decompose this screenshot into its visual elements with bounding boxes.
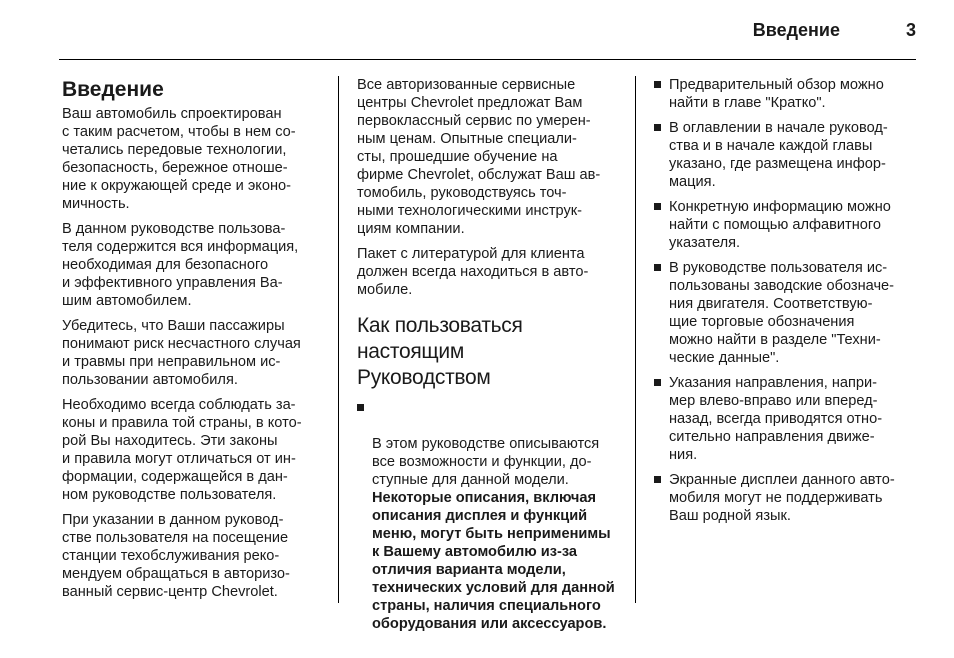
paragraph: Пакет с литературой для клиента должен всегда находиться в авто- мобиле. <box>357 246 589 298</box>
paragraph: В данном руководстве пользова- теля содержится вся информация, необходимая для безопасного и эффективного управления Ва- шим автомобилем. <box>62 221 299 309</box>
list-item-text: В этом руководстве описываются все возможности и функции, до- ступные для данной модели. <box>372 436 600 488</box>
list-item <box>654 76 916 112</box>
bullet-square-icon <box>654 81 661 88</box>
list-item-bold-note: Некоторые описания, включая описания дисплея и функций меню, могут быть неприменимы к Вашему автомобилю из-за отличия варианта модели, технических условий для данной страны, наличия специального оборудования или аксессуаров. <box>372 490 615 632</box>
section-title: Введение <box>62 78 164 101</box>
list-item <box>357 399 625 651</box>
column-2 <box>357 76 625 658</box>
list-item <box>654 374 916 464</box>
list-item-text: В руководстве пользователя ис- пользованы заводские обозначе- ния двигателя. Соответствую- щие торговые обозначения можно найти в разделе "Техни- ческие данные". <box>669 260 895 366</box>
list-item-text: Предварительный обзор можно найти в главе "Кратко". <box>669 77 884 111</box>
paragraph: Ваш автомобиль спроектирован с таким расчетом, чтобы в нем со- четались передовые технологии, безопасность, бережное отноше- ние к окружающей среде и эконо- мичность. <box>62 106 296 212</box>
list-item-text: Указания направления, напри- мер влево-вправо или вперед- назад, всегда приводятся отно- сительно направления движе- ния. <box>669 375 883 463</box>
paragraph: Убедитесь, что Ваши пассажиры понимают риск несчастного случая и травмы при неправильном ис- пользовании автомобиля. <box>62 318 301 388</box>
running-header-title: Введение <box>752 20 840 40</box>
list-item <box>654 471 916 525</box>
column-divider-1 <box>338 76 339 603</box>
bullet-square-icon <box>357 404 364 411</box>
bullet-square-icon <box>654 264 661 271</box>
column-3 <box>654 76 916 532</box>
list-item-text: Конкретную информацию можно найти с помощью алфавитного указателя. <box>669 199 891 251</box>
bullet-square-icon <box>654 476 661 483</box>
paragraph: Необходимо всегда соблюдать за- коны и правила той страны, в кото- рой Вы находитесь. Эти законы и правила могут отличаться от ин- формации, содержащейся в дан- ном руководстве пользователя. <box>62 397 302 503</box>
paragraph: При указании в данном руковод- стве пользователя на посещение станции техобслуживания реко- мендуем обращаться в авторизо- ванный сервис-центр Chevrolet. <box>62 512 290 600</box>
bullet-list <box>654 76 916 525</box>
subsection-title: Как пользоваться настоящим Руководством <box>357 314 523 389</box>
bullet-square-icon <box>654 203 661 210</box>
list-item <box>654 198 916 252</box>
list-item-text: В оглавлении в начале руковод- ства и в начале каждой главы указано, где размещена инфор- мация. <box>669 120 888 190</box>
list-item <box>654 119 916 191</box>
bullet-square-icon <box>654 124 661 131</box>
paragraph: Все авторизованные сервисные центры Chevrolet предложат Вам первоклассный сервис по умерен- ным ценам. Опытные специали- сты, прошедшие обучение на фирме Chevrolet, обслужат Ваш ав- томобиль, руководствуясь точ- ными технологическими инструк- циям компании. <box>357 77 601 237</box>
bullet-list <box>357 399 625 651</box>
column-divider-2 <box>635 76 636 603</box>
column-1 <box>62 76 324 608</box>
bullet-square-icon <box>654 379 661 386</box>
list-item-text: Экранные дисплеи данного авто- мобиля могут не поддерживать Ваш родной язык. <box>669 472 895 524</box>
list-item <box>654 259 916 367</box>
header-divider <box>59 59 916 60</box>
page-number: 3 <box>905 20 916 40</box>
